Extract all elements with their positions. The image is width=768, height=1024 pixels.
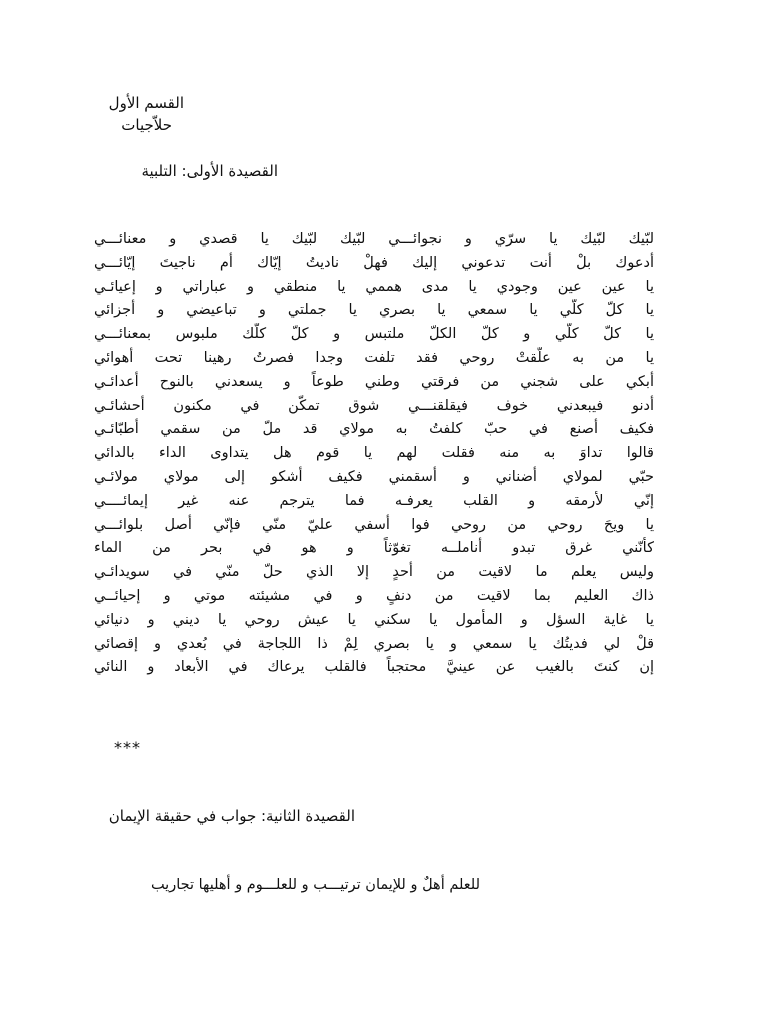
poem-1-verses: [94, 228, 654, 680]
verse-line: قالوا تداوَ به منه فقلت لهم يا قوم هل يتداوى الداء بالدائي: [94, 445, 654, 462]
verse-line: يا كلّ كلّي و كلّ الكلّ ملتبس و كلّ كلّك ملبوس بمعنائـــي: [94, 326, 654, 343]
verse-line: وليس يعلم ما لاقيت من أحدٍ إلا الذي حلّ منّي في سويدائـي: [94, 564, 654, 581]
poem-1-title: القصيدة الأولى: التلبية: [141, 162, 278, 180]
section-subtitle: حلاّجيات: [121, 116, 172, 134]
verse-line: أدعوك بلْ أنت تدعوني إليك فهلْ ناديتُ إيّاك أم ناجيتَ إيّائـــي: [94, 254, 654, 271]
verse-line: يا ويحَ روحي من روحي فوا أسفي عليّ منّي فإنّي أصل بلوائـــي: [94, 516, 654, 533]
verse-line: أدنو فيبعدني خوف فيقلقنـــي شوق تمكّن في مكنون أحشائـي: [94, 397, 654, 414]
verse-line: إنّي لأرمقه و القلب يعرفـه فما يترجم عنه غير إيمائــــي: [94, 492, 654, 509]
verse-line: كأنّني غرق تبدو أناملــه تغوّثاً و هو في بحر من الماء: [94, 540, 654, 557]
section-separator: ***: [114, 738, 141, 757]
verse-line: أبكي على شجني من فرقتي وطني طوعاً و يسعدني بالنوح أعدائـي: [94, 373, 654, 390]
verse-line: إن كنتَ بالغيب عن عينيَّ محتجباً فالقلب يرعاك في الأبعاد و النائي: [94, 659, 654, 676]
verse-line: لبّيك لبّيك يا سرّي و نجوائـــي لبّيك لبّيك يا قصدي و معنائـــي: [94, 231, 654, 247]
verse-line: يا غاية السؤل و المأمول يا سكني يا عيش روحي يا ديني و دنيائي: [94, 611, 654, 628]
section-title: القسم الأول: [108, 94, 184, 112]
verse-line: يا من به علّقتْ روحي فقد تلفت وجدا فصرتُ رهينا تحت أهوائي: [94, 349, 654, 366]
verse-line: قلْ لي فديتُك يا سمعي و يا بصري لِمْ ذا اللجاجة في بُعدي و إقصائي: [94, 635, 654, 652]
verse-line: يا عين عين وجودي يا مدى هممي يا منطقي و عباراتي و إعيائـي: [94, 278, 654, 295]
verse-line: ذاك العليم بما لاقيت من دنفٍ و في مشيئته موتي و إحيائــي: [94, 587, 654, 604]
verse-line: يا كلّ كلّي يا سمعي يا بصري يا جملتي و تباعيضي و أجزائي: [94, 302, 654, 319]
verse-line: فكيف أصنع في حبّ كلفتُ به مولاي قد ملّ من سقمي أطبّائـي: [94, 421, 654, 438]
poem-2-first-verse: للعلم أهلٌ و للإيمان ترتيـــب و للعلـــوم و أهليها تجاريب: [150, 877, 480, 893]
poem-2-title: القصيدة الثانية: جواب في حقيقة الإيمان: [108, 807, 355, 825]
verse-line: حبّي لمولاي أضناني و أسقمني فكيف أشكو إلى مولاي مولائـي: [94, 468, 654, 485]
